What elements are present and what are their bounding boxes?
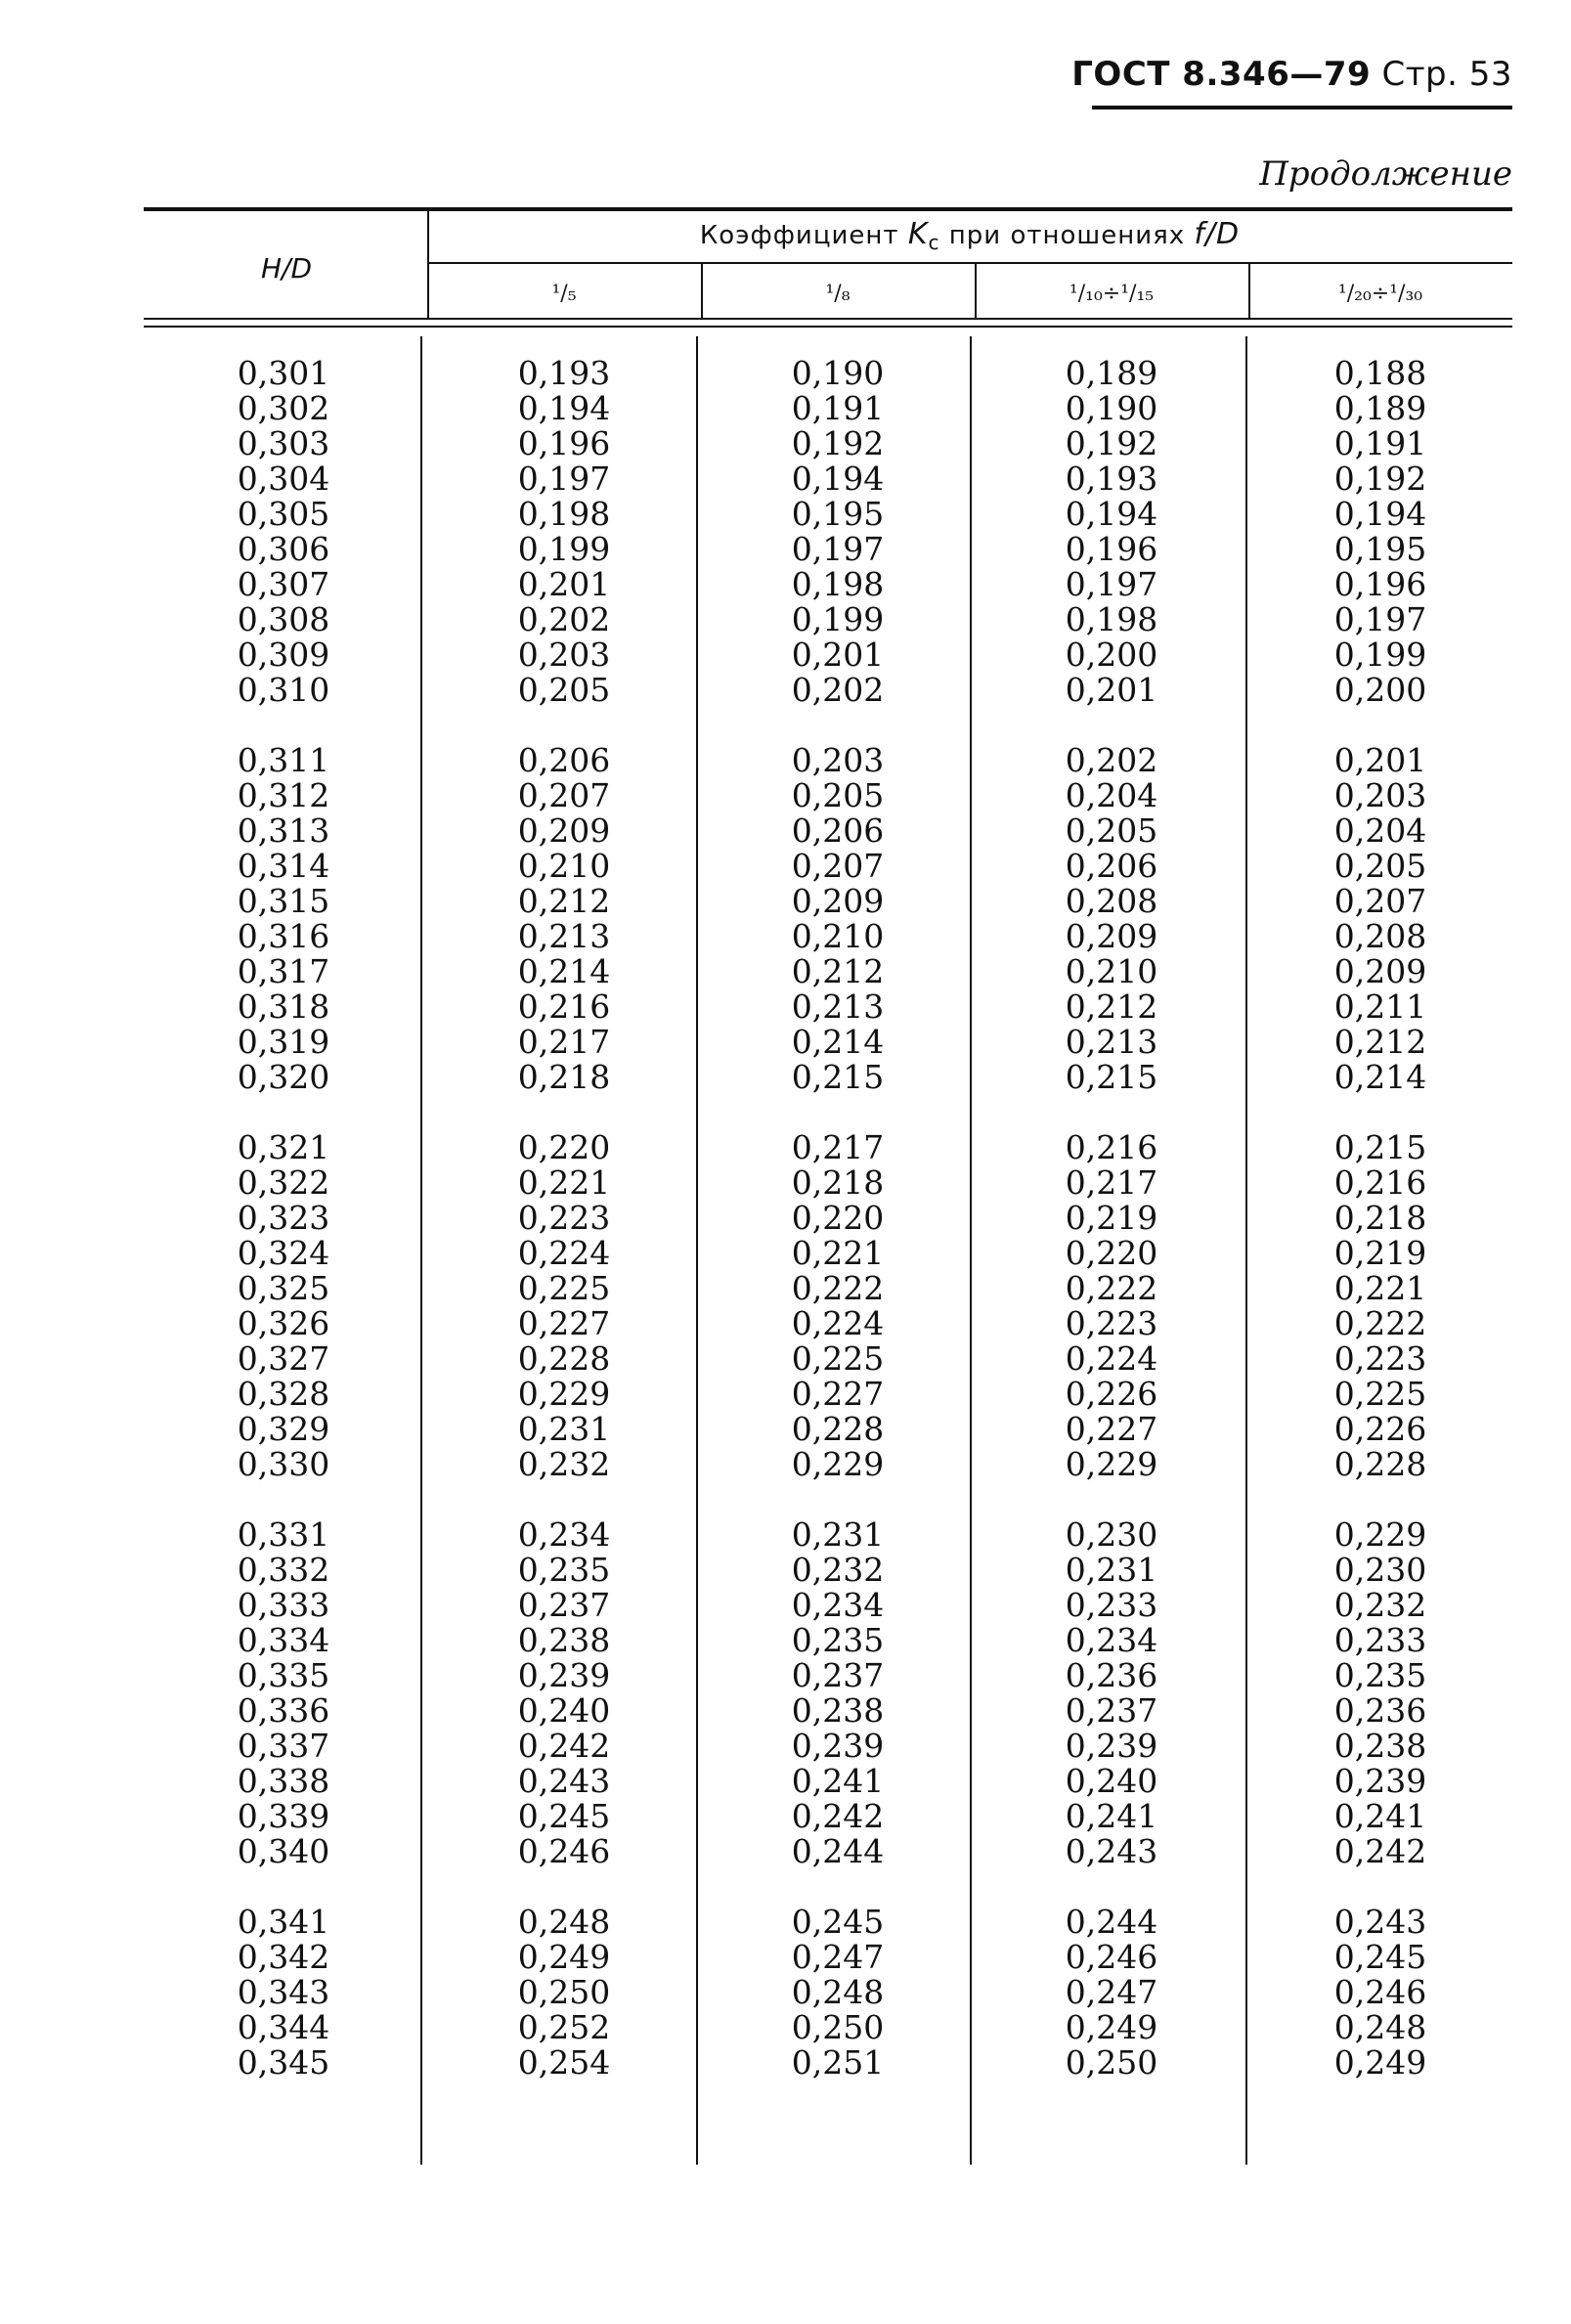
table-cell: 0,245 [1333,1938,1427,1976]
table-cell: 0,254 [517,2043,611,2082]
table-cell: 0,235 [791,1621,885,1659]
table-cell: 0,204 [1065,776,1158,814]
row-hd-value: 0,310 [237,671,330,709]
table-cell: 0,239 [1065,1727,1158,1765]
row-hd-value: 0,309 [237,636,330,674]
page-header [1071,55,1512,94]
table-cell: 0,213 [1065,1023,1158,1061]
row-hd-value: 0,301 [237,354,330,392]
row-hd-value: 0,339 [237,1797,330,1835]
table-cell: 0,244 [1065,1903,1158,1941]
table-cell: 0,224 [1065,1339,1158,1378]
table-cell: 0,206 [517,741,611,779]
row-hd-value: 0,327 [237,1339,330,1378]
table-cell: 0,218 [791,1163,885,1202]
table-cell: 0,229 [517,1375,611,1413]
row-hd-value: 0,337 [237,1727,330,1765]
table-cell: 0,227 [791,1375,885,1413]
table-cell: 0,204 [1333,811,1427,850]
table-cell: 0,230 [1065,1515,1158,1554]
column-header-1-20-1-30: ¹/₂₀÷¹/₃₀ [1337,282,1423,306]
row-hd-value: 0,335 [237,1656,330,1694]
table-cell: 0,191 [791,389,885,427]
table-cell: 0,200 [1333,671,1427,709]
row-hd-value: 0,318 [237,987,330,1026]
table-cell: 0,226 [1065,1375,1158,1413]
table-cell: 0,252 [517,2008,611,2046]
table-cell: 0,215 [1065,1058,1158,1096]
table-cell: 0,196 [1333,565,1427,603]
table-cell: 0,195 [1333,530,1427,568]
table-cell: 0,214 [1333,1058,1427,1096]
table-cell: 0,210 [1065,952,1158,990]
table-cell: 0,194 [517,389,611,427]
row-hd-value: 0,342 [237,1938,330,1976]
table-cell: 0,210 [791,917,885,955]
header-rule [1092,106,1512,110]
table-cell: 0,221 [1333,1269,1427,1307]
table-cell: 0,209 [1333,952,1427,990]
table-cell: 0,215 [1333,1128,1427,1166]
row-hd-value: 0,345 [237,2043,330,2082]
table-header-bottom-rule-double [144,326,1512,328]
table-cell: 0,194 [791,460,885,498]
table-cell: 0,250 [791,2008,885,2046]
table-cell: 0,231 [791,1515,885,1554]
row-hd-value: 0,313 [237,811,330,850]
table-cell: 0,210 [517,847,611,885]
table-cell: 0,241 [791,1762,885,1800]
row-hd-value: 0,322 [237,1163,330,1202]
table-cell: 0,209 [517,811,611,850]
column-header-1-8: ¹/₈ [825,282,851,306]
table-cell: 0,244 [791,1832,885,1870]
group-header-sub: с [928,231,940,254]
column-header-1-5: ¹/₅ [551,282,577,306]
table-cell: 0,198 [517,495,611,533]
table-cell: 0,239 [517,1656,611,1694]
table-cell: 0,195 [791,495,885,533]
row-hd-value: 0,307 [237,565,330,603]
table-cell: 0,216 [1065,1128,1158,1166]
table-header-mid-rule [427,262,1512,264]
table-cell: 0,233 [1065,1586,1158,1624]
table-cell: 0,199 [1333,636,1427,674]
group-header-middle: при отношениях [948,221,1186,250]
table-cell: 0,218 [1333,1199,1427,1237]
row-hd-value: 0,333 [237,1586,330,1624]
table-cell: 0,225 [1333,1375,1427,1413]
row-hd-value: 0,312 [237,776,330,814]
table-cell: 0,217 [517,1023,611,1061]
table-cell: 0,201 [791,636,885,674]
table-cell: 0,198 [791,565,885,603]
table-cell: 0,199 [517,530,611,568]
table-cell: 0,196 [517,424,611,462]
table-cell: 0,203 [517,636,611,674]
table-cell: 0,200 [1065,636,1158,674]
table-cell: 0,197 [791,530,885,568]
table-cell: 0,212 [1333,1023,1427,1061]
row-hd-value: 0,311 [237,741,330,779]
table-cell: 0,224 [517,1234,611,1272]
table-cell: 0,238 [517,1621,611,1659]
table-cell: 0,190 [1065,389,1158,427]
row-hd-value: 0,323 [237,1199,330,1237]
table-cell: 0,247 [1065,1973,1158,2011]
table-cell: 0,202 [517,600,611,638]
table-cell: 0,235 [1333,1656,1427,1694]
table-cell: 0,241 [1065,1797,1158,1835]
table-cell: 0,209 [791,882,885,920]
table-cell: 0,229 [1333,1515,1427,1554]
table-cell: 0,245 [791,1903,885,1941]
table-cell: 0,228 [1333,1445,1427,1483]
row-hd-value: 0,336 [237,1691,330,1730]
table-cell: 0,199 [791,600,885,638]
table-cell: 0,246 [517,1832,611,1870]
table-cell: 0,213 [517,917,611,955]
table-cell: 0,198 [1065,600,1158,638]
table-cell: 0,208 [1333,917,1427,955]
table-cell: 0,238 [1333,1727,1427,1765]
table-cell: 0,211 [1333,987,1427,1026]
row-hd-value: 0,314 [237,847,330,885]
table-cell: 0,191 [1333,424,1427,462]
row-hd-value: 0,315 [237,882,330,920]
table-cell: 0,192 [791,424,885,462]
table-cell: 0,207 [791,847,885,885]
table-cell: 0,193 [1065,460,1158,498]
table-cell: 0,227 [1065,1410,1158,1448]
table-cell: 0,216 [517,987,611,1026]
table-cell: 0,216 [1333,1163,1427,1202]
table-cell: 0,248 [1333,2008,1427,2046]
table-top-rule [144,207,1512,211]
table-cell: 0,241 [1333,1797,1427,1835]
table-cell: 0,202 [1065,741,1158,779]
table-cell: 0,225 [517,1269,611,1307]
table-cell: 0,249 [517,1938,611,1976]
table-cell: 0,206 [1065,847,1158,885]
table-cell: 0,194 [1065,495,1158,533]
table-cell: 0,240 [517,1691,611,1730]
group-header-var: K [907,217,929,251]
table-cell: 0,249 [1065,2008,1158,2046]
table-cell: 0,212 [791,952,885,990]
column-header-1-10-1-15: ¹/₁₀÷¹/₁₅ [1069,282,1155,306]
table-cell: 0,228 [791,1410,885,1448]
table-cell: 0,219 [1333,1234,1427,1272]
table-cell: 0,213 [791,987,885,1026]
table-cell: 0,225 [791,1339,885,1378]
table-cell: 0,239 [1333,1762,1427,1800]
row-hd-value: 0,326 [237,1304,330,1342]
row-hd-value: 0,304 [237,460,330,498]
table-cell: 0,192 [1065,424,1158,462]
row-hd-value: 0,319 [237,1023,330,1061]
row-hd-value: 0,329 [237,1410,330,1448]
table-cell: 0,201 [1065,671,1158,709]
table-cell: 0,190 [791,354,885,392]
table-cell: 0,231 [517,1410,611,1448]
table-cell: 0,249 [1333,2043,1427,2082]
group-header-prefix: Коэффициент [699,221,899,250]
table-cell: 0,189 [1065,354,1158,392]
table-cell: 0,233 [1333,1621,1427,1659]
row-hd-value: 0,334 [237,1621,330,1659]
table-cell: 0,202 [791,671,885,709]
table-cell: 0,208 [1065,882,1158,920]
table-cell: 0,218 [517,1058,611,1096]
table-cell: 0,245 [517,1797,611,1835]
table-cell: 0,236 [1065,1656,1158,1694]
table-cell: 0,222 [791,1269,885,1307]
table-cell: 0,201 [1333,741,1427,779]
table-cell: 0,192 [1333,460,1427,498]
row-hd-value: 0,338 [237,1762,330,1800]
table-cell: 0,230 [1333,1551,1427,1589]
table-cell: 0,223 [517,1199,611,1237]
column-divider [420,336,422,2165]
table-cell: 0,226 [1333,1410,1427,1448]
row-hd-value: 0,302 [237,389,330,427]
table-cell: 0,237 [517,1586,611,1624]
table-cell: 0,223 [1333,1339,1427,1378]
table-cell: 0,246 [1065,1938,1158,1976]
table-cell: 0,243 [517,1762,611,1800]
table-cell: 0,221 [517,1163,611,1202]
table-cell: 0,217 [791,1128,885,1166]
table-header-bottom-rule [144,318,1512,320]
table-cell: 0,231 [1065,1551,1158,1589]
table-cell: 0,201 [517,565,611,603]
table-cell: 0,242 [1333,1832,1427,1870]
table-cell: 0,237 [791,1656,885,1694]
table-cell: 0,205 [517,671,611,709]
table-cell: 0,207 [1333,882,1427,920]
table-cell: 0,238 [791,1691,885,1730]
page-number: Стр. 53 [1381,55,1512,94]
table-cell: 0,220 [1065,1234,1158,1272]
table-cell: 0,228 [517,1339,611,1378]
table-cell: 0,227 [517,1304,611,1342]
table-cell: 0,246 [1333,1973,1427,2011]
row-hd-value: 0,328 [237,1375,330,1413]
row-hd-value: 0,343 [237,1973,330,2011]
table-cell: 0,215 [791,1058,885,1096]
table-cell: 0,220 [517,1128,611,1166]
table-cell: 0,223 [1065,1304,1158,1342]
table-cell: 0,234 [1065,1621,1158,1659]
table-cell: 0,197 [1333,600,1427,638]
row-hd-value: 0,317 [237,952,330,990]
table-cell: 0,212 [517,882,611,920]
row-hd-value: 0,341 [237,1903,330,1941]
table-cell: 0,196 [1065,530,1158,568]
table-cell: 0,251 [791,2043,885,2082]
row-hd-value: 0,321 [237,1128,330,1166]
table-cell: 0,229 [1065,1445,1158,1483]
table-cell: 0,197 [517,460,611,498]
table-cell: 0,214 [791,1023,885,1061]
table-cell: 0,243 [1065,1832,1158,1870]
table-cell: 0,247 [791,1938,885,1976]
table-cell: 0,242 [791,1797,885,1835]
row-hd-value: 0,330 [237,1445,330,1483]
table-cell: 0,221 [791,1234,885,1272]
table-cell: 0,232 [1333,1586,1427,1624]
table-cell: 0,229 [791,1445,885,1483]
table-cell: 0,239 [791,1727,885,1765]
table-cell: 0,234 [517,1515,611,1554]
table-cell: 0,188 [1333,354,1427,392]
table-cell: 0,207 [517,776,611,814]
table-cell: 0,250 [517,1973,611,2011]
table-cell: 0,206 [791,811,885,850]
table-cell: 0,222 [1065,1269,1158,1307]
table-cell: 0,219 [1065,1199,1158,1237]
document-id: ГОСТ 8.346—79 [1071,55,1372,94]
table-cell: 0,232 [517,1445,611,1483]
table-cell: 0,203 [791,741,885,779]
row-hd-value: 0,306 [237,530,330,568]
row-hd-value: 0,325 [237,1269,330,1307]
row-hd-value: 0,324 [237,1234,330,1272]
table-cell: 0,250 [1065,2043,1158,2082]
table-cell: 0,242 [517,1727,611,1765]
table-cell: 0,237 [1065,1691,1158,1730]
table-cell: 0,243 [1333,1903,1427,1941]
table-cell: 0,203 [1333,776,1427,814]
continuation-label: Продолжение [1259,154,1512,194]
table-cell: 0,236 [1333,1691,1427,1730]
column-group-header [427,217,1512,254]
table-cell: 0,205 [1333,847,1427,885]
table-cell: 0,234 [791,1586,885,1624]
table-cell: 0,220 [791,1199,885,1237]
table-cell: 0,235 [517,1551,611,1589]
table-cell: 0,205 [1065,811,1158,850]
row-hd-value: 0,331 [237,1515,330,1554]
table-cell: 0,248 [517,1903,611,1941]
row-hd-value: 0,303 [237,424,330,462]
table-cell: 0,248 [791,1973,885,2011]
column-header-hd: H/D [260,252,313,285]
table-cell: 0,212 [1065,987,1158,1026]
table-cell: 0,197 [1065,565,1158,603]
table-cell: 0,189 [1333,389,1427,427]
table-cell: 0,217 [1065,1163,1158,1202]
table-cell: 0,193 [517,354,611,392]
row-hd-value: 0,320 [237,1058,330,1096]
group-header-ratio: f/D [1194,217,1241,251]
table-cell: 0,232 [791,1551,885,1589]
table-cell: 0,240 [1065,1762,1158,1800]
row-hd-value: 0,305 [237,495,330,533]
table-cell: 0,222 [1333,1304,1427,1342]
row-hd-value: 0,332 [237,1551,330,1589]
row-hd-value: 0,308 [237,600,330,638]
table-cell: 0,224 [791,1304,885,1342]
row-hd-value: 0,344 [237,2008,330,2046]
table-cell: 0,214 [517,952,611,990]
row-hd-value: 0,340 [237,1832,330,1870]
table-cell: 0,194 [1333,495,1427,533]
table-cell: 0,205 [791,776,885,814]
row-hd-value: 0,316 [237,917,330,955]
table-cell: 0,209 [1065,917,1158,955]
